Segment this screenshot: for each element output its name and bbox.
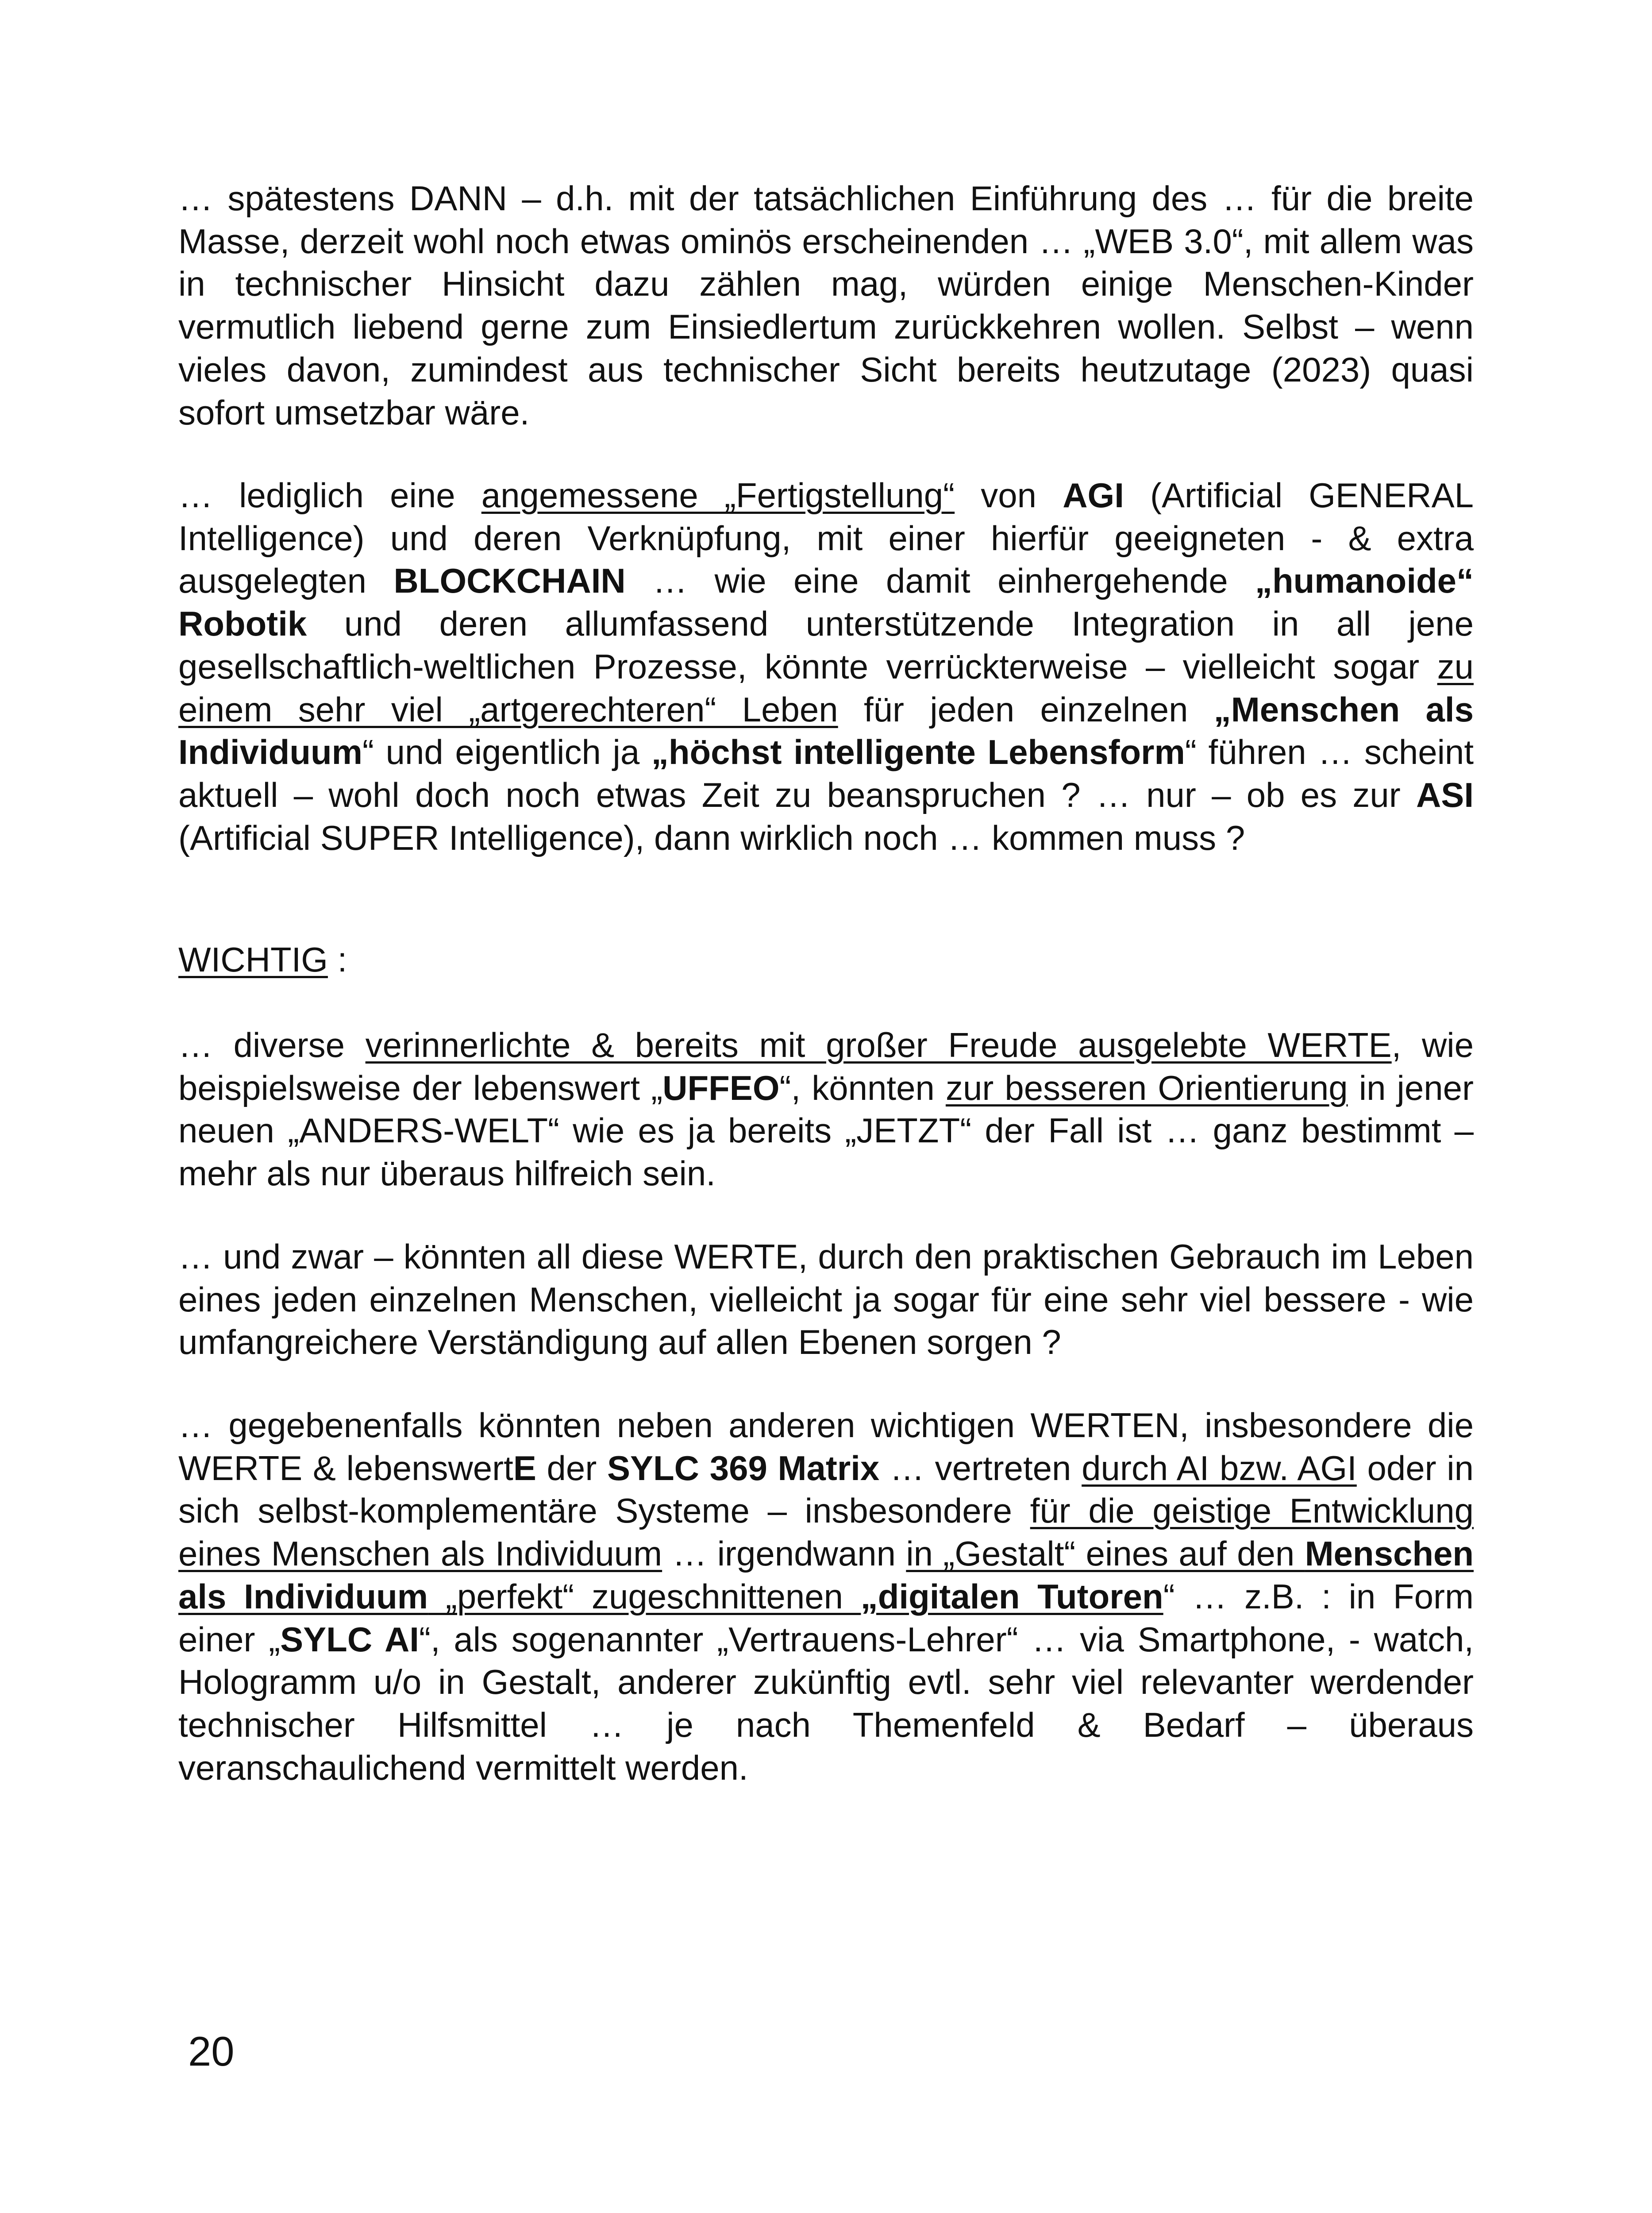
paragraph-verstaendigung: [178, 1235, 1474, 1364]
bold-text: „humanoide“ Robotik: [178, 561, 1474, 644]
bold-text: UFFEO: [662, 1068, 780, 1107]
section-heading: [178, 938, 347, 981]
text-run: in jener neuen „ANDERS-WELT“ wie es ja bereits „JETZT“ der Fall ist … ganz bestimmt – mehr als nur überaus hilfreich sein.: [178, 1068, 1474, 1193]
text-run: “ führen … scheint aktuell – wohl doch noch etwas Zeit zu beanspruchen ? … nur – ob es zur: [178, 733, 1474, 814]
text-run: der: [536, 1448, 607, 1488]
bold-underlined-text: „digitalen Tutoren: [860, 1577, 1163, 1616]
heading-suffix: :: [327, 940, 347, 979]
bold-text: AGI: [1063, 476, 1124, 515]
text-run: von: [955, 476, 1063, 515]
underlined-text: für die geistige Entwicklung eines Menschen als Individuum: [178, 1491, 1474, 1573]
text-run: … lediglich eine: [178, 476, 481, 515]
paragraph-text: … spätestens DANN – d.h. mit der tatsächlichen Einführung des … für die breite Masse, derzeit wohl noch etwas ominös erscheinenden … „WEB 3.0“, mit allem was in technischer Hinsicht dazu zählen mag, würden einige Menschen-Kinder vermutlich liebend gerne zum Einsiedlertum zurückkehren wollen. Selbst – wenn vieles davon, zumindest aus technischer Sicht bereits heutzutage (2023) quasi sofort umsetzbar wäre.: [178, 179, 1474, 432]
text-run: “, könnten: [779, 1068, 946, 1107]
underlined-text: durch AI bzw. AGI: [1082, 1448, 1357, 1488]
bold-text: BLOCKCHAIN: [393, 561, 626, 601]
bold-text: SYLC AI: [280, 1619, 419, 1659]
paragraph-web3: [178, 177, 1474, 434]
paragraph-agi: [178, 474, 1474, 859]
text-run: … diverse: [178, 1026, 366, 1064]
underlined-text: [861, 1577, 1163, 1616]
text-run: , wie beispielsweise der lebenswert „: [178, 1026, 1474, 1107]
bold-text: ASI: [1416, 775, 1474, 814]
text-run: “, als sogenannter „Vertrauens-Lehrer“ … via Smartphone, - watch, Hologramm u/o in Gestalt, anderer zukünftig evtl. sehr viel relevanter werdender technischer Hilfsmittel … je nach Themenfeld & Bedarf – überaus veranschaulichend vermittelt werden.: [178, 1619, 1474, 1787]
bold-text: E: [513, 1448, 536, 1488]
paragraph-werte: [178, 1024, 1474, 1195]
underlined-text: zu einem sehr viel „artgerechteren“ Leben: [178, 647, 1474, 729]
bold-underlined-text: Menschen als Individuum: [178, 1534, 1474, 1616]
text-run: (Artificial GENERAL Intelligence) und deren Verknüpfung, mit einer hierfür geeigneten - & extra ausgelegten: [178, 476, 1474, 601]
text-run: “ und eigentlich ja: [362, 733, 651, 772]
underlined-text: zur besseren Orientierung: [945, 1068, 1348, 1107]
text-run: (Artificial SUPER Intelligence), dann wirklich noch … kommen muss ?: [178, 818, 1245, 857]
paragraph-sylc: [178, 1404, 1474, 1789]
underlined-text: angemessene „Fertigstellung“: [481, 476, 955, 515]
text-run: … irgendwann: [662, 1534, 906, 1573]
text-run: … wie eine damit einhergehende: [625, 561, 1255, 601]
page-number: 20: [188, 2028, 235, 2074]
underlined-text: in „Gestalt“ eines auf den: [906, 1534, 1305, 1573]
bold-text: SYLC 369 Matrix: [607, 1448, 880, 1488]
bold-text: „Menschen als Individuum: [178, 690, 1474, 772]
paragraph-text: … und zwar – könnten all diese WERTE, durch den praktischen Gebrauch im Leben eines jeden einzelnen Menschen, vielleicht ja sogar für eine sehr viel bessere - wie umfangreichere Verständigung auf allen Ebenen sorgen ?: [178, 1237, 1474, 1362]
underlined-text: „perfekt“ zugeschnittenen: [428, 1577, 861, 1616]
text-run: und deren allumfassend unterstützende Integration in all jene gesellschaftlich-weltlichen Prozesse, könnte verrückterweise – vielleicht sogar: [178, 604, 1474, 686]
text-run: oder in sich selbst-komplementäre Systeme – insbesondere: [178, 1448, 1474, 1531]
text-run: … gegebenenfalls könnten neben anderen wichtigen WERTEN, insbesondere die WERTE & lebenswert: [178, 1406, 1474, 1488]
heading-label: WICHTIG: [178, 940, 328, 979]
text-run: für jeden einzelnen: [838, 690, 1214, 729]
text-run: … vertreten: [879, 1448, 1082, 1488]
bold-text: „höchst intelligente Lebensform: [651, 733, 1185, 772]
text-run: “ … z.B. : in Form einer „: [178, 1577, 1474, 1659]
underlined-text: verinnerlichte & bereits mit großer Freude ausgelebte WERTE: [365, 1026, 1392, 1064]
